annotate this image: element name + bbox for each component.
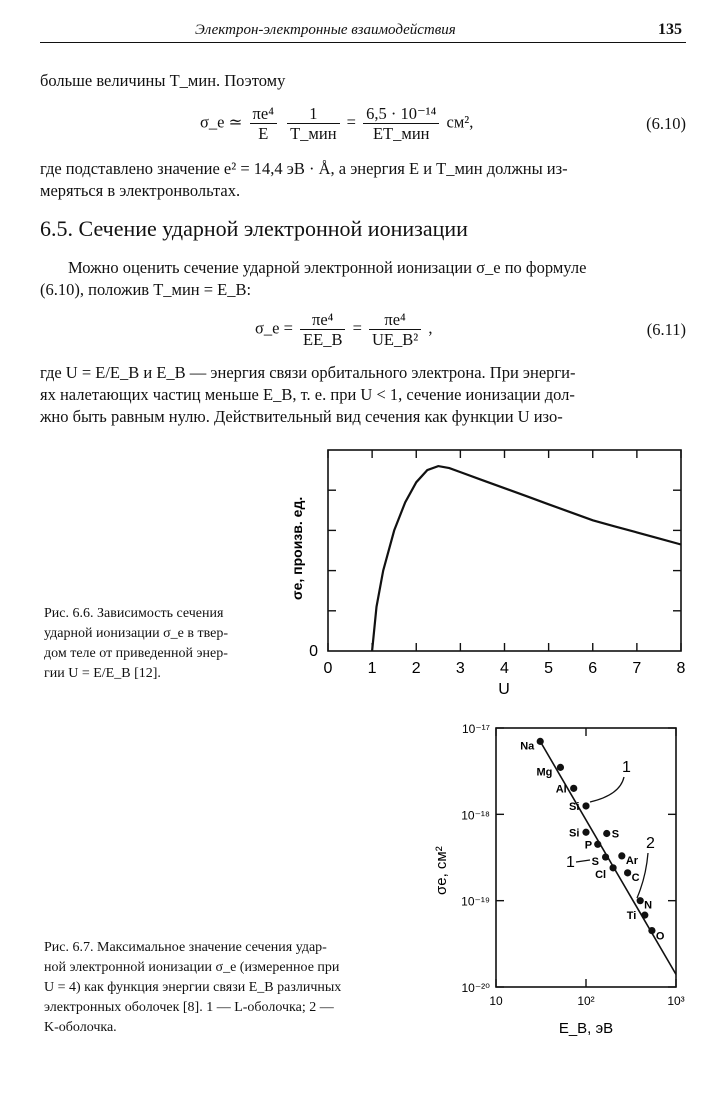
x-tick-label: 0 [323, 660, 333, 677]
fig66-caption-line2: ударной ионизации σ_e в твер- [44, 626, 229, 641]
data-point-o [648, 927, 655, 934]
y-tick-label: 10⁻¹⁹ [461, 894, 490, 909]
eq611-number: (6.11) [646, 320, 686, 339]
x-tick-label: 1 [367, 660, 377, 677]
eq611-frac2-den: UE_B² [372, 330, 419, 349]
x-tick-label: 8 [676, 660, 686, 677]
eq610-frac1-num: πe⁴ [250, 104, 277, 124]
point-label-p: P [584, 839, 593, 852]
annotation-leader [576, 860, 590, 862]
point-label-mg: Mg [536, 766, 553, 779]
data-point-mg [557, 764, 564, 771]
data-point-n [637, 897, 644, 904]
point-label-n: N [644, 899, 653, 912]
figure-6-7-caption [44, 938, 424, 1038]
data-point-ti [641, 912, 648, 919]
paragraph-estimate [40, 257, 682, 301]
eq611-equals: = [352, 318, 362, 338]
paragraph-substitution [40, 158, 682, 202]
point-label-s: S [611, 828, 620, 841]
page-number: 135 [658, 21, 682, 38]
fig67-caption-line3: U = 4) как функция энергии связи E_B различных [44, 980, 342, 995]
x-tick-label: 3 [455, 660, 465, 677]
figure-6-6-caption [44, 604, 276, 684]
x-tick-label: 7 [632, 660, 642, 677]
fig67-caption-line1: Рис. 6.7. Максимальное значение сечения удар- [44, 940, 327, 955]
x-tick-label: 10 [489, 994, 503, 1008]
x-axis-label: U [498, 681, 510, 698]
eq610-unit: см², [446, 112, 474, 132]
sigma-curve [372, 466, 681, 651]
eq610-frac2-den: T_мин [290, 124, 337, 143]
running-header [40, 20, 686, 43]
eq611-frac1-num: πe⁴ [300, 310, 345, 330]
paragraph-intro: больше величины T_мин. Поэтому [40, 71, 286, 90]
y-axis-label: σe, см² [433, 846, 450, 895]
point-label-c: C [631, 871, 640, 884]
data-point-s [602, 853, 609, 860]
x-tick-label: 10³ [667, 994, 685, 1008]
para2-line1: где подставлено значение e² = 14,4 эВ · Å, а энергия E и T_мин должны из- [40, 159, 568, 178]
para4-line2: ях налетающих частиц меньше E_B, т. е. при U < 1, сечение ионизации дол- [40, 385, 575, 404]
section-title: 6.5. Сечение ударной электронной ионизации [40, 216, 468, 241]
equation-6-10 [40, 104, 686, 144]
fig67-caption-line5: K-оболочка. [44, 1020, 117, 1035]
data-point-ar [618, 852, 625, 859]
x-tick-label: 5 [544, 660, 554, 677]
point-label-na: Na [520, 740, 535, 753]
data-point-si [582, 802, 589, 809]
figure-6-7 [410, 705, 710, 1040]
figure-6-6-chart [280, 440, 700, 700]
para4-line1: где U = E/E_B и E_B — энергия связи орбитального электрона. При энерги- [40, 363, 576, 382]
y-tick-label: 10⁻¹⁸ [461, 808, 490, 823]
eq611-lhs: σ_e = [255, 318, 293, 338]
x-tick-label: 10² [577, 994, 595, 1008]
eq611-frac1-den: EE_B [303, 330, 343, 349]
point-label-ti: Ti [626, 910, 637, 923]
fig66-caption-line4: гии U = E/E_B [12]. [44, 666, 161, 681]
x-axis-label: E_B, эВ [558, 1020, 614, 1037]
point-label-o: O [655, 930, 665, 943]
fig67-caption-line2: ной электронной ионизации σ_e (измеренное при [44, 960, 340, 975]
eq610-frac2-num: 1 [287, 104, 339, 124]
para3-line2: (6.10), положив T_мин = E_B: [40, 280, 252, 299]
point-label-s: S [591, 856, 599, 869]
point-label-si: Si [569, 827, 580, 840]
eq611-frac2-num: πe⁴ [369, 310, 421, 330]
data-point-c [624, 869, 631, 876]
data-point-al [570, 785, 577, 792]
paragraph-definition [40, 362, 682, 428]
point-label-si: Si [569, 800, 580, 813]
equation-6-11 [40, 310, 686, 350]
x-tick-label: 2 [411, 660, 421, 677]
figure-6-6 [280, 440, 700, 700]
annotation-shell-1: 1 [622, 759, 631, 776]
para3-line1: Можно оценить сечение ударной электронной ионизации σ_e по формуле [68, 258, 587, 277]
point-label-al: Al [555, 783, 567, 796]
eq610-lhs: σ_e ≃ [200, 112, 243, 132]
data-point-s [603, 830, 610, 837]
data-point-cl [609, 864, 616, 871]
y-axis-label: σe, произв. ед. [289, 496, 305, 600]
annotation-shell-1-lower: 1 [566, 854, 575, 871]
eq610-frac3-den: ET_мин [372, 124, 430, 143]
eq610-frac1-den: E [258, 124, 269, 143]
eq610-number: (6.10) [646, 114, 686, 133]
eq610-frac3-num: 6,5 · 10⁻¹⁴ [363, 104, 439, 124]
eq611-tail: , [428, 318, 433, 338]
para4-line3: жно быть равным нулю. Действительный вид сечения как функции U изо- [40, 407, 563, 426]
point-label-cl: Cl [595, 868, 607, 881]
data-point-si [582, 829, 589, 836]
para2-line2: меряться в электронвольтах. [40, 181, 241, 200]
figure-6-7-chart [410, 705, 710, 1040]
data-point-na [537, 738, 544, 745]
point-label-ar: Ar [625, 854, 639, 867]
fig66-caption-line1: Рис. 6.6. Зависимость сечения [44, 606, 224, 621]
y-tick-label-0: 0 [309, 643, 318, 660]
y-tick-label: 10⁻¹⁷ [461, 722, 490, 736]
plot-frame [328, 450, 681, 651]
data-point-p [594, 841, 601, 848]
fig66-caption-line3: дом теле от приведенной энер- [44, 646, 228, 661]
x-tick-label: 4 [500, 660, 509, 677]
annotation-shell-2: 2 [646, 835, 655, 852]
x-tick-label: 6 [588, 660, 598, 677]
running-title: Электрон-электронные взаимодействия [195, 22, 456, 38]
eq610-equals: = [346, 112, 356, 132]
plot-frame [496, 728, 676, 987]
fig67-caption-line4: электронных оболочек [8]. 1 — L-оболочка; 2 — [44, 1000, 334, 1015]
annotation-leader [590, 777, 624, 802]
y-tick-label: 10⁻²⁰ [461, 981, 490, 995]
